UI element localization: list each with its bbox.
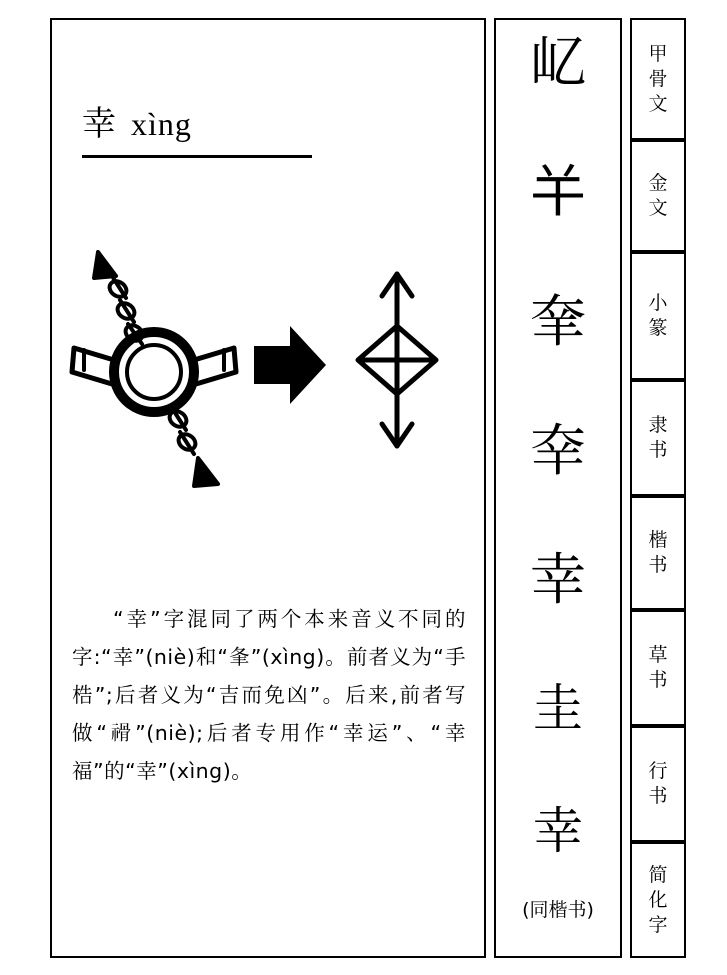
tab-small-seal-script[interactable] [630,252,686,380]
tab-clerical-script[interactable] [630,380,686,496]
tab-simplified-character[interactable] [630,842,686,958]
tab-bronze-script[interactable] [630,140,686,252]
tab-running-char-1: 行 [648,760,668,782]
tab-running-script[interactable] [630,726,686,842]
glyph-cursive: 圭 [533,678,583,737]
tab-simplified-char-3: 字 [648,913,668,936]
evolution-illustration [52,200,484,530]
tab-cursive-char-2: 书 [648,669,668,691]
evolution-arrow [250,320,330,410]
script-evolution-column [494,18,622,958]
glyph-clerical: 㚔 [530,418,586,484]
tab-oracle-bone-char-1: 甲 [648,42,668,65]
tab-oracle-bone-char-2: 骨 [648,67,668,90]
tab-cursive-script[interactable] [630,610,686,726]
glyph-seal: 羍 [530,289,586,355]
headword-character: 幸 [82,104,117,144]
tab-regular-script[interactable] [630,496,686,610]
headword-pinyin: xìng [131,106,192,142]
tab-bronze-char-1: 金 [648,172,668,194]
page-title [82,102,312,158]
tab-clerical-char-1: 隶 [648,414,668,436]
tab-seal-char-2: 篆 [648,317,668,339]
tab-oracle-bone-script[interactable] [630,18,686,140]
glyph-bronze: 𢆉 [530,160,586,226]
glyph-regular: 幸 [530,548,586,614]
tab-cursive-char-1: 草 [648,644,668,666]
glyph-oracle-bone: 𡴭 [530,31,586,96]
tab-oracle-bone-char-3: 文 [648,92,668,115]
explanation-paragraph: “幸”字混同了两个本来音义不同的字:“幸”(niè)和“夆”(xìng)。前者义为“手梏”;后者义为“吉而免凶”。后来,前者写做“𥛔”(niè);后者专用作“幸运”、“幸福”的“幸”(xìng)。 [72,607,466,783]
glyph-running: 幸 [533,801,583,860]
glyph-stack [496,31,620,860]
tab-bronze-char-2: 文 [648,197,668,219]
ancient-pictograph-handcuffs-drawing [68,210,248,520]
script-label-tabs [630,18,686,958]
tab-regular-char-2: 书 [648,554,668,576]
tab-running-char-2: 书 [648,785,668,807]
oracle-bone-glyph-drawing [332,260,462,460]
tab-simplified-char-2: 化 [648,888,668,911]
tab-simplified-char-1: 简 [648,863,668,886]
explanation-text [72,600,466,790]
tab-seal-char-1: 小 [648,292,668,314]
tab-regular-char-1: 楷 [648,529,668,551]
tab-clerical-char-2: 书 [648,439,668,461]
same-as-regular-note: (同楷书) [522,899,594,921]
entry-panel [50,18,486,958]
